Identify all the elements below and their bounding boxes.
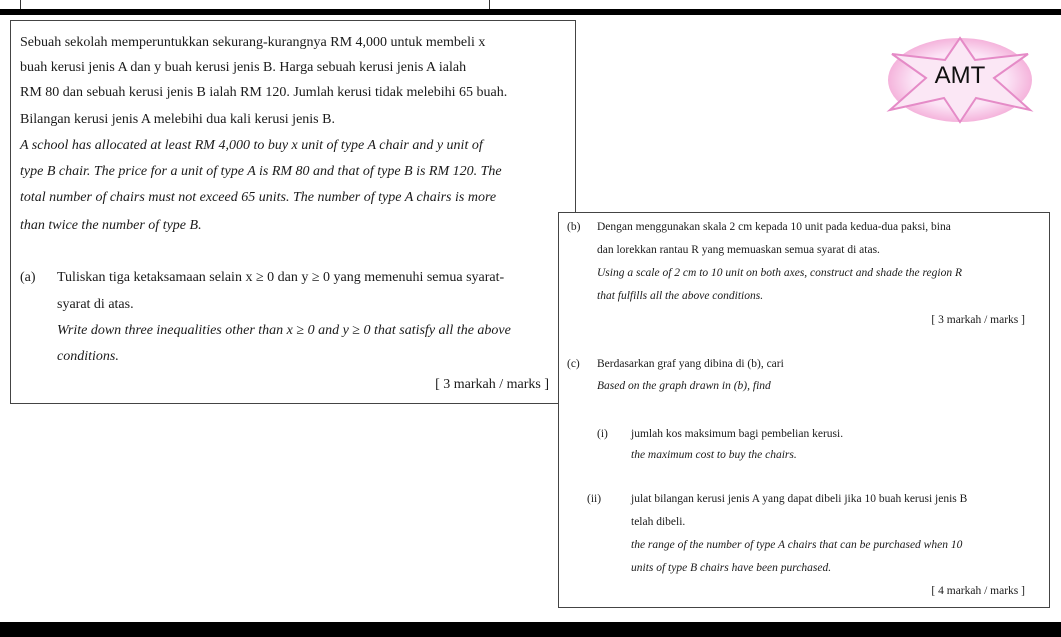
problem-malay-line-1: Sebuah sekolah memperuntukkan sekurang-kurangnya RM 4,000 untuk membeli x bbox=[20, 35, 486, 50]
part-c-i-malay: jumlah kos maksimum bagi pembelian kerusi. bbox=[631, 428, 844, 440]
part-c-ii-label: (ii) bbox=[587, 493, 602, 505]
part-c-ii-malay-line-1: julat bilangan kerusi jenis A yang dapat dibeli jika 10 buah kerusi jenis B bbox=[631, 493, 968, 505]
part-c-i-label: (i) bbox=[597, 428, 608, 440]
part-c-ii-english-line-2: units of type B chairs have been purchased. bbox=[631, 562, 832, 574]
part-c-english: Based on the graph drawn in (b), find bbox=[597, 380, 771, 392]
question-box bbox=[10, 20, 576, 404]
part-b-label: (b) bbox=[567, 221, 581, 233]
part-b-marks: [ 3 markah / marks ] bbox=[931, 314, 1025, 326]
problem-english-line-1: A school has allocated at least RM 4,000 to buy x unit of type A chair and y unit of bbox=[20, 138, 483, 153]
part-c-marks: [ 4 markah / marks ] bbox=[931, 585, 1025, 597]
part-a-malay-line-1: Tuliskan tiga ketaksamaan selain x ≥ 0 dan y ≥ 0 yang memenuhi semua syarat- bbox=[57, 270, 505, 285]
part-a-malay-line-2: syarat di atas. bbox=[57, 297, 134, 312]
previous-page-fragment bbox=[20, 0, 490, 9]
problem-malay-line-4: Bilangan kerusi jenis A melebihi dua kali kerusi jenis B. bbox=[20, 112, 335, 127]
part-b-malay-line-2: dan lorekkan rantau R yang memuaskan semua syarat di atas. bbox=[597, 244, 880, 256]
part-b-english-line-2: that fulfills all the above conditions. bbox=[597, 290, 764, 302]
part-b-malay-line-1: Dengan menggunakan skala 2 cm kepada 10 unit pada kedua-dua paksi, bina bbox=[597, 221, 951, 233]
problem-english-line-2: type B chair. The price for a unit of type A is RM 80 and that of type B is RM 120. The bbox=[20, 164, 502, 179]
part-c-label: (c) bbox=[567, 358, 580, 370]
part-c-malay: Berdasarkan graf yang dibina di (b), cari bbox=[597, 358, 784, 370]
problem-english-line-4: than twice the number of type B. bbox=[20, 218, 202, 233]
part-c-i-english: the maximum cost to buy the chairs. bbox=[631, 449, 797, 461]
part-b-english-line-1: Using a scale of 2 cm to 10 unit on both axes, construct and shade the region R bbox=[597, 267, 962, 279]
bottom-bar bbox=[0, 622, 1061, 637]
problem-malay-line-2: buah kerusi jenis A dan y buah kerusi jenis B. Harga sebuah kerusi jenis A ialah bbox=[20, 60, 467, 75]
problem-english-line-3: total number of chairs must not exceed 65 units. The number of type A chairs is more bbox=[20, 190, 497, 205]
part-a-english-line-2: conditions. bbox=[57, 349, 119, 364]
top-divider-bar bbox=[0, 9, 1061, 15]
problem-malay-line-3: RM 80 dan sebuah kerusi jenis B ialah RM 120. Jumlah kerusi tidak melebihi 65 buah. bbox=[20, 85, 508, 100]
part-a-english-line-1: Write down three inequalities other than x ≥ 0 and y ≥ 0 that satisfy all the above bbox=[57, 323, 511, 338]
part-c-ii-malay-line-2: telah dibeli. bbox=[631, 516, 686, 528]
part-a-label: (a) bbox=[20, 270, 36, 285]
part-c-ii-english-line-1: the range of the number of type A chairs that can be purchased when 10 bbox=[631, 539, 963, 551]
parts-b-c-box bbox=[558, 212, 1050, 608]
part-a-marks: [ 3 markah / marks ] bbox=[435, 377, 549, 392]
amt-badge-text: AMT bbox=[934, 62, 986, 89]
